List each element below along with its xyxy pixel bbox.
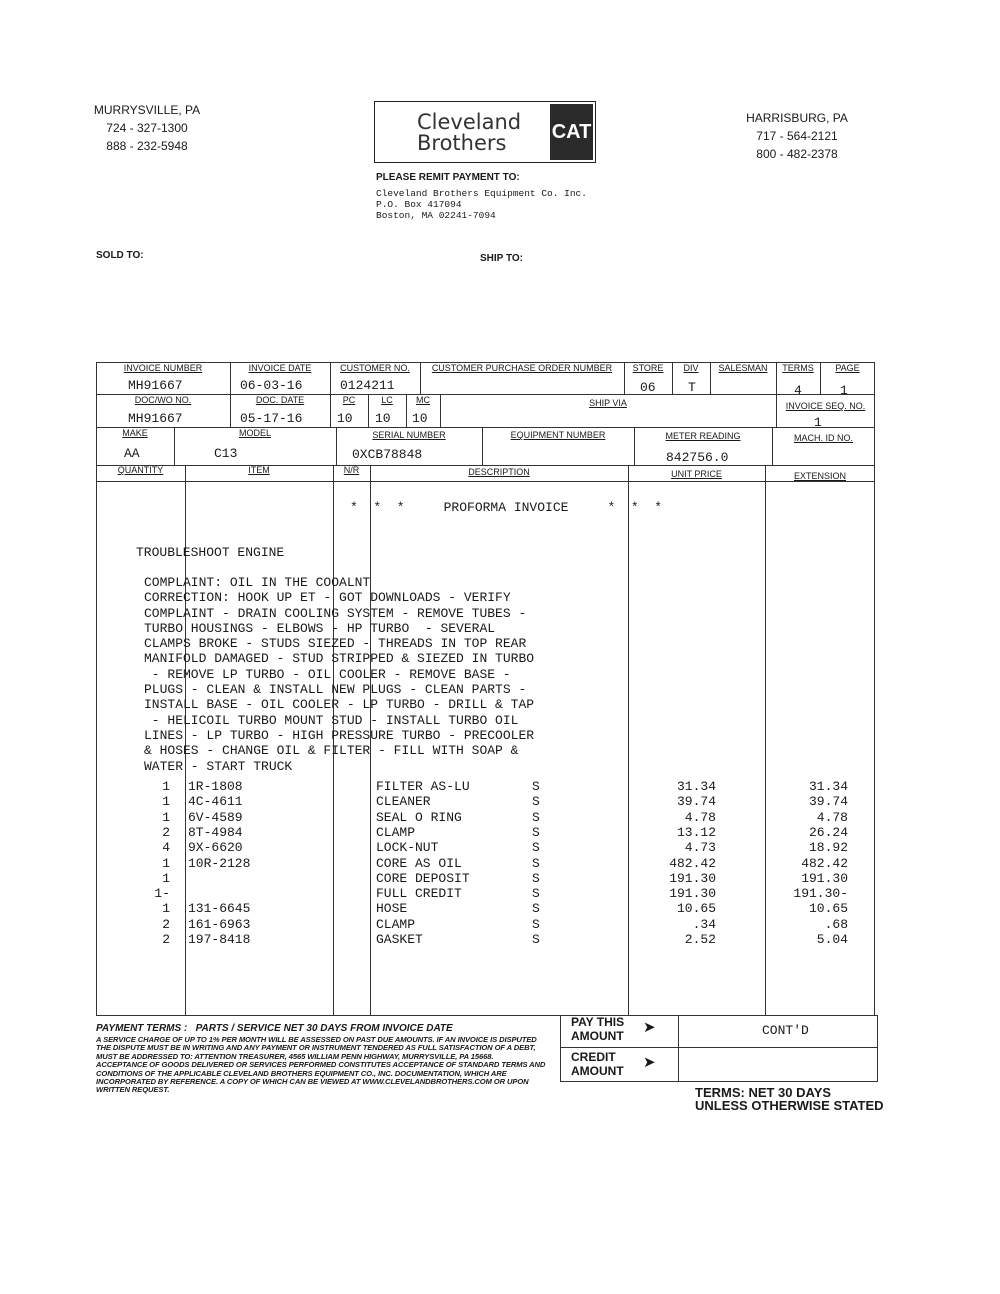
item-extension: 5.04: [816, 932, 848, 947]
item-qty: 2: [162, 824, 170, 840]
item-unit-price: 191.30: [669, 870, 716, 886]
item-unit-price: 2.52: [684, 932, 716, 947]
item-qty: 2: [162, 932, 170, 947]
item-description: HOSE: [376, 901, 408, 917]
payment-terms-body: A SERVICE CHARGE OF UP TO 1% PER MONTH WILL BE ASSESSED ON PAST DUE AMOUNTS. IF AN INVOICE IS DISPUTED THE DISPUTE MUST BE IN WRITING AND ANY PAYMENT OR INSTRUMENT TENDERED AS FULL SATISFACTION OF A DEBT, MUST BE ADDRESSED TO: ATTENTION TREASURER, 4565 WILLIAM PENN HIGHWAY, MURRYSVILLE, PA 15668. ACCEPTANCE OF GOODS DELIVERED OR SERVICES PERFORMED CONSTITUTES ACCEPTANCE OF STANDARD TERMS AND CONDITIONS OF THE APPLICABLE CLEVELAND BROTHERS EQUIPMENT CO., INC. DOCUMENTATION, WHICH ARE INCORPORATED BY REFERENCE. A COPY OF WHICH CAN BE VIEWED AT WWW.CLEVELANDBROTHERS.COM OR UPON WRITTEN REQUEST.: [96, 1035, 546, 1095]
work-line: CORRECTION: HOOK UP ET - GOT DOWNLOADS - VERIFY: [144, 590, 511, 606]
logo-line-1: Cleveland: [417, 110, 522, 134]
value-serial-number: 0XCB78848: [352, 447, 423, 462]
item-unit-price: 191.30: [669, 886, 716, 902]
header-item: ITEM: [248, 465, 270, 475]
item-description: FILTER AS-LU: [376, 779, 470, 794]
header-store: STORE: [632, 363, 664, 373]
item-extension: 191.30-: [793, 886, 848, 902]
item-number: 10R-2128: [188, 855, 251, 871]
value-doc-wo-no: MH91667: [128, 411, 183, 426]
item-qty: 4: [162, 840, 170, 856]
item-description: CORE AS OIL: [376, 855, 462, 871]
header-terms: TERMS: [782, 363, 814, 373]
header-doc-wo-no: DOC/WO NO.: [134, 395, 192, 405]
header-mc: MC: [416, 395, 430, 405]
item-qty: 2: [162, 916, 170, 932]
ship-to-label: SHIP TO:: [480, 253, 523, 264]
work-line: INSTALL BASE - OIL COOLER - LP TURBO - DRILL & TAP: [144, 697, 535, 713]
header-equipment-number: EQUIPMENT NUMBER: [510, 430, 606, 440]
work-line: MANIFOLD DAMAGED - STUD STRIPPED & SIEZED IN TURBO: [144, 651, 535, 667]
header-customer-no: CUSTOMER NO.: [340, 363, 410, 373]
header-invoice-seq-no: INVOICE SEQ. NO.: [785, 401, 866, 411]
value-terms: 4: [794, 383, 802, 398]
header-lc: LC: [381, 395, 393, 405]
remit-heading: PLEASE REMIT PAYMENT TO:: [376, 172, 520, 183]
item-number: 8T-4984: [188, 824, 243, 840]
work-line: WATER - START TRUCK: [144, 758, 293, 774]
right-branch-address: [722, 109, 872, 163]
work-line: CLAMPS BROKE - STUDS SIEZED - THREADS IN TOP REAR: [144, 636, 527, 652]
item-number: 6V-4589: [188, 809, 243, 825]
item-nr: S: [532, 840, 540, 856]
header-extension: EXTENSION: [793, 471, 846, 481]
value-mc: 10: [412, 411, 428, 426]
value-meter-reading: 842756.0: [666, 450, 729, 465]
item-unit-price: 39.74: [676, 794, 716, 810]
value-page: 1: [840, 383, 848, 398]
item-extension: 39.74: [808, 794, 848, 810]
header-meter-reading: METER READING: [665, 431, 741, 441]
item-qty: 1: [162, 809, 170, 825]
work-line: LINES - LP TURBO - HIGH PRESSURE TURBO - PRECOOLER: [144, 727, 535, 743]
item-nr: S: [532, 932, 540, 947]
credit-arrow-icon: ➤: [643, 1054, 656, 1071]
value-customer-no: 0124211: [340, 378, 395, 393]
pay-arrow-icon: ➤: [643, 1019, 656, 1036]
header-description: DESCRIPTION: [468, 467, 530, 477]
work-line: & HOSES - CHANGE OIL & FILTER - FILL WITH SOAP &: [144, 743, 519, 759]
item-qty: 1-: [154, 886, 170, 902]
header-page: PAGE: [835, 363, 860, 373]
item-unit-price: 4.78: [684, 809, 716, 825]
item-extension: 18.92: [808, 840, 848, 856]
payment-terms-heading: PAYMENT TERMS : PARTS / SERVICE NET 30 DAYS FROM INVOICE DATE: [96, 1023, 453, 1034]
item-extension: 482.42: [801, 855, 848, 871]
value-div: T: [688, 380, 696, 395]
item-description: CLEANER: [376, 794, 431, 810]
item-nr: S: [532, 886, 540, 902]
left-branch-phone-2: 888 - 232-5948: [106, 139, 188, 153]
work-line: COMPLAINT - DRAIN COOLING SYSTEM - REMOVE TUBES -: [144, 605, 527, 621]
item-unit-price: .34: [692, 916, 716, 932]
item-unit-price: 13.12: [676, 824, 716, 840]
item-unit-price: 10.65: [676, 901, 716, 917]
item-nr: S: [532, 779, 540, 794]
logo-line-2: Brothers: [417, 131, 507, 155]
value-invoice-number: MH91667: [128, 378, 183, 393]
sold-to-label: SOLD TO:: [96, 250, 144, 261]
work-line: - HELICOIL TURBO MOUNT STUD - INSTALL TURBO OIL: [144, 712, 519, 728]
header-mach-id-no: MACH. ID NO.: [793, 433, 853, 443]
item-nr: S: [532, 809, 540, 825]
item-unit-price: 4.73: [684, 840, 716, 856]
item-description: GASKET: [376, 932, 423, 947]
left-branch-phone-1: 724 - 327-1300: [106, 121, 188, 135]
header-div: DIV: [683, 363, 699, 373]
item-nr: S: [532, 824, 540, 840]
value-invoice-seq-no: 1: [814, 415, 822, 430]
item-unit-price: 31.34: [676, 779, 716, 794]
work-line: COMPLAINT: OIL IN THE COOALNT: [144, 575, 371, 590]
value-make: AA: [124, 446, 140, 461]
proforma-banner: * * * PROFORMA INVOICE * * *: [350, 500, 663, 515]
continued-label: CONT'D: [762, 1023, 809, 1038]
right-branch-phone-2: 800 - 482-2378: [756, 147, 838, 161]
item-description: CLAMP: [376, 824, 416, 840]
item-nr: S: [532, 855, 540, 871]
header-serial-number: SERIAL NUMBER: [372, 430, 446, 440]
company-logo: [374, 101, 596, 163]
item-extension: 10.65: [808, 901, 848, 917]
item-extension: 4.78: [816, 809, 848, 825]
item-description: SEAL O RING: [376, 809, 462, 825]
value-invoice-date: 06-03-16: [240, 378, 303, 393]
work-line: PLUGS - CLEAN & INSTALL NEW PLUGS - CLEAN PARTS -: [144, 682, 527, 698]
work-description: [144, 575, 534, 774]
item-number: 1R-1808: [188, 779, 243, 794]
header-invoice-number: INVOICE NUMBER: [123, 363, 203, 373]
left-branch-address: [72, 101, 222, 155]
item-nr: S: [532, 916, 540, 932]
item-number: 131-6645: [188, 901, 251, 917]
left-branch-city: MURRYSVILLE, PA: [93, 103, 201, 117]
value-doc-date: 05-17-16: [240, 411, 303, 426]
header-salesman: SALESMAN: [718, 363, 768, 373]
item-extension: 31.34: [808, 779, 848, 794]
item-extension: 26.24: [808, 824, 848, 840]
item-unit-price: 482.42: [669, 855, 716, 871]
item-qty: 1: [162, 794, 170, 810]
item-number: 4C-4611: [188, 794, 243, 810]
header-customer-po: CUSTOMER PURCHASE ORDER NUMBER: [431, 363, 613, 373]
item-description: CLAMP: [376, 916, 416, 932]
item-number: 9X-6620: [188, 840, 243, 856]
item-number: 161-6963: [188, 916, 251, 932]
header-make: MAKE: [122, 428, 148, 438]
value-pc: 10: [337, 411, 353, 426]
item-qty: 1: [162, 870, 170, 886]
header-quantity: QUANTITY: [117, 465, 164, 475]
work-line: TURBO HOUSINGS - ELBOWS - HP TURBO - SEVERAL: [144, 620, 496, 636]
work-line: - REMOVE LP TURBO - OIL COOLER - REMOVE BASE -: [144, 666, 511, 682]
pay-this-amount-label: PAY THIS AMOUNT: [571, 1015, 625, 1043]
item-extension: .68: [824, 916, 848, 932]
item-extension: 191.30: [801, 870, 848, 886]
item-description: FULL CREDIT: [376, 886, 462, 902]
header-nr: N/R: [343, 465, 360, 475]
item-description: LOCK-NUT: [376, 840, 439, 856]
value-store: 06: [640, 380, 656, 395]
item-number: 197-8418: [188, 932, 251, 947]
remit-address: Cleveland Brothers Equipment Co. Inc. P.O. Box 417094 Boston, MA 02241-7094: [376, 188, 587, 221]
item-qty: 1: [162, 901, 170, 917]
item-nr: S: [532, 870, 540, 886]
cat-logo-icon: CAT: [550, 104, 593, 160]
header-unit-price: UNIT PRICE: [671, 469, 722, 479]
remit-block: [376, 172, 587, 221]
header-model: MODEL: [238, 428, 271, 438]
header-doc-date: DOC. DATE: [255, 395, 305, 405]
right-branch-phone-1: 717 - 564-2121: [756, 129, 838, 143]
terms-summary: TERMS: NET 30 DAYS UNLESS OTHERWISE STATED: [695, 1085, 884, 1113]
item-nr: S: [532, 901, 540, 917]
header-ship-via: SHIP VIA: [589, 398, 627, 408]
value-lc: 10: [375, 411, 391, 426]
item-description: CORE DEPOSIT: [376, 870, 470, 886]
item-nr: S: [532, 794, 540, 810]
item-qty: 1: [162, 855, 170, 871]
right-branch-city: HARRISBURG, PA: [746, 111, 848, 125]
value-model: C13: [214, 446, 238, 461]
header-pc: PC: [342, 395, 356, 405]
item-qty: 1: [162, 779, 170, 794]
job-heading: TROUBLESHOOT ENGINE: [136, 545, 285, 560]
credit-amount-label: CREDIT AMOUNT: [571, 1050, 624, 1078]
header-invoice-date: INVOICE DATE: [248, 363, 312, 373]
